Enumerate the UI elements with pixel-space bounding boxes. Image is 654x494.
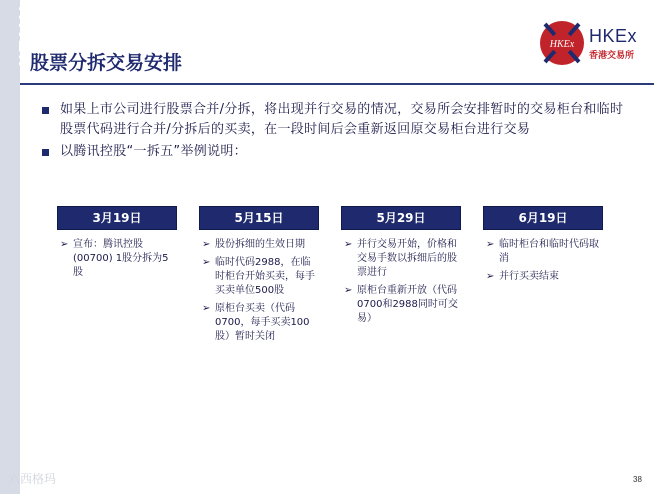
timeline-item [57,238,177,280]
timeline-column-4 [483,206,603,288]
timeline-item-text: 宣布：腾讯控股(00700) 1股分拆为5股 [73,239,169,278]
arrow-bullet-icon: ➢ [344,285,353,296]
bullet-item [40,142,630,162]
arrow-bullet-icon: ➢ [344,239,353,250]
timeline-item-text: 股份拆细的生效日期 [215,239,305,250]
timeline-item-text: 临时柜台和临时代码取消 [499,239,599,264]
bullet-text: 如果上市公司进行股票合并/分拆，将出现并行交易的情况，交易所会安排暂时的交易柜台和临时股票代码进行合并/分拆后的买卖，在一段时间后会重新返回原交易柜台进行交易 [60,102,624,137]
page-number: 38 [633,475,642,484]
sidebar-hkex-text: HKEx [14,6,35,69]
bullet-list [40,100,630,164]
arrow-bullet-icon: ➢ [486,271,495,282]
watermark: 六西格玛 [8,472,57,486]
hkex-logo-icon [537,18,587,68]
date-box: 6月19日 [483,206,603,230]
logo-chinese-name: 香港交易所 [589,51,635,61]
timeline-column-3 [341,206,461,330]
bullet-text: 以腾讯控股“一拆五”举例说明： [60,144,247,159]
arrow-bullet-icon: ➢ [202,303,211,314]
bullet-item [40,100,630,140]
timeline-item [483,238,603,266]
square-bullet-icon [42,149,49,156]
timeline-item [341,238,461,280]
timeline-item-text: 并行买卖结束 [499,271,559,282]
timeline-item [341,284,461,326]
timeline-column-1 [57,206,177,284]
timeline-item-text: 原柜台买卖（代码0700，每手买卖100股）暂时关闭 [215,303,310,342]
timeline-item [199,238,319,252]
date-box: 3月19日 [57,206,177,230]
logo-hkex-text: HKEx [589,26,638,46]
timeline-item-text: 并行交易开始，价格和交易手数以拆细后的股票进行 [357,239,457,278]
square-bullet-icon [42,107,49,114]
arrow-bullet-icon: ➢ [202,257,211,268]
timeline-item [199,302,319,344]
logo-mark-text: HKEx [549,39,575,50]
date-box: 5月15日 [199,206,319,230]
arrow-bullet-icon: ➢ [486,239,495,250]
timeline-item [483,270,603,284]
timeline-column-2 [199,206,319,348]
timeline-item-text: 临时代码2988，在临时柜台开始买卖，每手买卖单位500股 [215,257,315,296]
timeline-item-text: 原柜台重新开放（代码0700和2988同时可交易） [357,285,458,324]
title-divider [20,83,654,85]
page-title: 股票分拆交易安排 [30,52,183,74]
arrow-bullet-icon: ➢ [60,239,69,250]
hkex-logo [537,18,637,72]
arrow-bullet-icon: ➢ [202,239,211,250]
date-box: 5月29日 [341,206,461,230]
timeline-item [199,256,319,298]
